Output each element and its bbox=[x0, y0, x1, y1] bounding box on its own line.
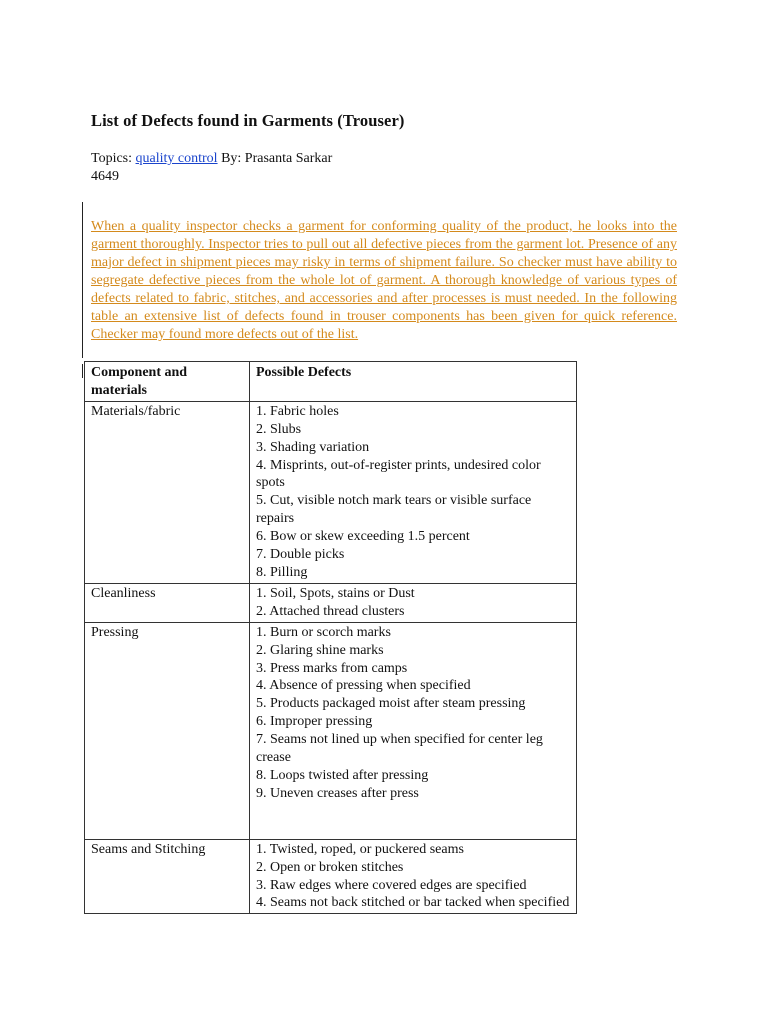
defect-item: 2. Glaring shine marks bbox=[256, 642, 384, 658]
defect-item: 7. Seams not lined up when specified for center leg crease bbox=[256, 732, 543, 766]
document-title: List of Defects found in Garments (Trouser) bbox=[91, 111, 405, 130]
topics-line bbox=[91, 150, 332, 168]
defects-cell bbox=[250, 583, 577, 622]
defects-cell bbox=[250, 401, 577, 583]
defect-list bbox=[256, 403, 570, 582]
view-count: 4649 bbox=[91, 169, 119, 184]
defects-cell bbox=[250, 622, 577, 839]
defect-item: 1. Fabric holes bbox=[256, 403, 339, 419]
table-row bbox=[85, 622, 577, 839]
defect-item: 8. Loops twisted after pressing bbox=[256, 767, 429, 783]
topics-label: Topics: bbox=[91, 151, 133, 166]
left-margin-bar bbox=[82, 202, 83, 358]
defects-cell bbox=[250, 839, 577, 914]
topic-link-quality-control[interactable]: quality control bbox=[135, 151, 218, 166]
table-row bbox=[85, 401, 577, 583]
defect-item: 9. Uneven creases after press bbox=[256, 785, 419, 801]
defect-item: 5. Cut, visible notch mark tears or visible surface repairs bbox=[256, 493, 532, 527]
defect-item: 5. Products packaged moist after steam pressing bbox=[256, 696, 526, 712]
defect-item: 6. Improper pressing bbox=[256, 714, 373, 730]
defect-item: 4. Absence of pressing when specified bbox=[256, 678, 471, 694]
left-margin-bar-short bbox=[82, 364, 83, 378]
defect-list bbox=[256, 841, 570, 913]
defects-table bbox=[84, 361, 577, 914]
header-component: Component and materials bbox=[85, 362, 250, 402]
author-byline: By: Prasanta Sarkar bbox=[221, 151, 333, 166]
table-header-row bbox=[85, 362, 577, 402]
defect-item: 2. Attached thread clusters bbox=[256, 603, 405, 619]
defect-item: 3. Shading variation bbox=[256, 439, 370, 455]
component-cell: Cleanliness bbox=[85, 583, 250, 622]
intro-paragraph: When a quality inspector checks a garment for conforming quality of the product, he looks into the garment thoroughly. Inspector tries to pull out all defective pieces from the garment lot. Presence of any major defect in shipment pieces may risky in terms of shipment failure. So checker must have ability to segregate defective pieces from the whole lot of garment. A thorough knowledge of various types of defects related to fabric, stitches, and accessories and after processes is must needed. In the following table an extensive list of defects found in trouser components has been given for quick reference. Checker may found more defects out of the list. bbox=[91, 219, 677, 342]
defect-item: 1. Soil, Spots, stains or Dust bbox=[256, 585, 415, 601]
component-cell: Materials/fabric bbox=[85, 401, 250, 583]
defect-item: 7. Double picks bbox=[256, 547, 345, 563]
defect-list bbox=[256, 585, 570, 621]
defect-item: 1. Twisted, roped, or puckered seams bbox=[256, 841, 464, 857]
table-row bbox=[85, 583, 577, 622]
defect-item: 3. Press marks from camps bbox=[256, 660, 408, 676]
defect-item: 2. Slubs bbox=[256, 421, 302, 437]
defect-item: 1. Burn or scorch marks bbox=[256, 624, 391, 640]
header-possible-defects: Possible Defects bbox=[250, 362, 577, 402]
table-row bbox=[85, 839, 577, 914]
defect-item: 4. Seams not back stitched or bar tacked when specified bbox=[256, 895, 570, 911]
defect-item: 3. Raw edges where covered edges are specified bbox=[256, 877, 527, 893]
defect-item: 6. Bow or skew exceeding 1.5 percent bbox=[256, 529, 470, 545]
defect-item: 2. Open or broken stitches bbox=[256, 859, 404, 875]
component-cell: Pressing bbox=[85, 622, 250, 839]
component-cell: Seams and Stitching bbox=[85, 839, 250, 914]
defect-item: 8. Pilling bbox=[256, 564, 308, 580]
defect-item: 4. Misprints, out-of-register prints, undesired color spots bbox=[256, 457, 541, 491]
defect-list bbox=[256, 624, 570, 803]
